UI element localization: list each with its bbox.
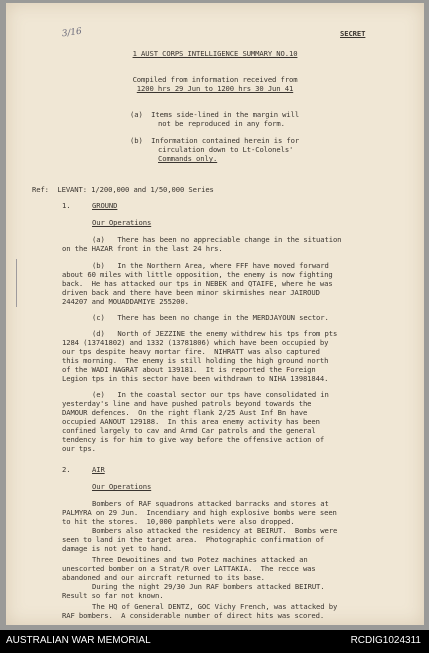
para-e-line: tendency is for him to give way before the offensive action of <box>62 435 325 444</box>
air-line: unescorted bomber on a Strat/R over LATTAKIA. The recce was <box>62 564 316 573</box>
para-a-line: (a) There has been no appreciable change in the situation <box>92 235 342 244</box>
air-line: to hit the stores. 10,000 pamphlets were also dropped. <box>62 517 295 526</box>
para-d-line: of the WADI NAGRAT about 139181. It is reported the Foreign <box>62 365 316 374</box>
air-line: damage is not yet to hand. <box>62 544 172 553</box>
section-2-number: 2. <box>62 465 71 474</box>
document-page <box>6 3 424 625</box>
archive-footer-bar <box>0 630 429 653</box>
para-b-line: back. He has attacked our tps in NEBEK and QTAIFE, where he was <box>62 279 333 288</box>
para-e-line: yesterday's line and have pushed patrols beyond towards the <box>62 399 312 408</box>
air-line: During the night 29/30 Jun RAF bombers attacked BEIRUT. <box>92 582 325 591</box>
section-1-number: 1. <box>62 201 71 210</box>
para-b-line: 244207 and MOUADDAMIYE 255200. <box>62 297 189 306</box>
para-e-line: (e) In the coastal sector our tps have consolidated in <box>92 390 329 399</box>
handwritten-reference: 3/16 <box>61 26 83 40</box>
footer-record-id: RCDIG1024311 <box>350 635 421 646</box>
air-line: seen to land in the target area. Photographic confirmation of <box>62 535 325 544</box>
para-d-line: Legion tps in this sector have been withdrawn to NIHA 13981844. <box>62 374 329 383</box>
note-b-line-1: (b) Information contained herein is for <box>130 136 300 145</box>
para-d-line: this morning. The enemy is still holding the high ground north <box>62 356 329 365</box>
air-line: Result so far not known. <box>62 591 164 600</box>
para-e-line: DAMOUR defences. On the right flank 2/25 Aust Inf Bn have <box>62 408 308 417</box>
summary-title: 1 AUST CORPS INTELLIGENCE SUMMARY NO.10 <box>132 49 298 58</box>
para-d-line: our tps despite heavy mortar fire. NIHRATT was also captured <box>62 347 320 356</box>
air-line: Bombers also attacked the residency at BEIRUT. Bombs were <box>92 526 338 535</box>
para-a-line: on the HAZAR front in the last 24 hrs. <box>62 244 223 253</box>
air-line: The HQ of General DENTZ, GOC Vichy French, was attacked by <box>92 602 338 611</box>
note-b-line-2: circulation down to Lt-Colonels' <box>158 145 294 154</box>
air-line: PALMYRA on 29 Jun. Incendiary and high explosive bombs were seen <box>62 508 337 517</box>
para-e-line: occupied AANOUT 129188. In this area enemy activity has been <box>62 417 320 426</box>
para-c-line: (c) There has been no change in the MERDJAYOUN sector. <box>92 313 329 322</box>
note-b-line-3: Commands only. <box>158 154 218 163</box>
section-2-subheading: Our Operations <box>92 482 152 491</box>
section-2-title: AIR <box>92 465 105 474</box>
para-b-line: about 60 miles with little opposition, the enemy is now fighting <box>62 270 333 279</box>
compiled-line-2: 1200 hrs 29 Jun to 1200 hrs 30 Jun 41 <box>136 84 294 93</box>
air-line: RAF bombers. A considerable number of direct hits was scored. <box>62 611 325 620</box>
para-e-line: confined largely to cav and Armd Car patrols and the general <box>62 426 316 435</box>
map-reference: Ref: LEVANT: 1/200,000 and 1/50,000 Series <box>32 185 214 194</box>
compiled-line-1: Compiled from information received from <box>132 75 298 84</box>
air-line: Bombers of RAF squadrons attacked barracks and stores at <box>92 499 329 508</box>
para-b-line: driven back and there have been minor skirmishes near JAIROUD <box>62 288 320 297</box>
para-e-line: our tps. <box>62 444 96 453</box>
air-line: abandoned and our aircraft returned to its base. <box>62 573 265 582</box>
section-1-title: GROUND <box>92 201 118 210</box>
para-d-line: 1284 (13741802) and 1332 (13781806) which have been occupied by <box>62 338 329 347</box>
para-d-line: (d) North of JEZZINE the enemy withdrew his tps from pts <box>92 329 338 338</box>
air-line: Three Dewoitines and two Potez machines attacked an <box>92 555 308 564</box>
note-a-line-2: not be reproduced in any form. <box>158 119 285 128</box>
footer-institution: AUSTRALIAN WAR MEMORIAL <box>6 635 151 646</box>
section-1-subheading: Our Operations <box>92 218 152 227</box>
margin-sideline <box>16 259 17 307</box>
note-a-line-1: (a) Items side-lined in the margin will <box>130 110 300 119</box>
para-b-line: (b) In the Northern Area, where FFF have moved forward <box>92 261 329 270</box>
classification-marking: SECRET <box>340 29 366 38</box>
